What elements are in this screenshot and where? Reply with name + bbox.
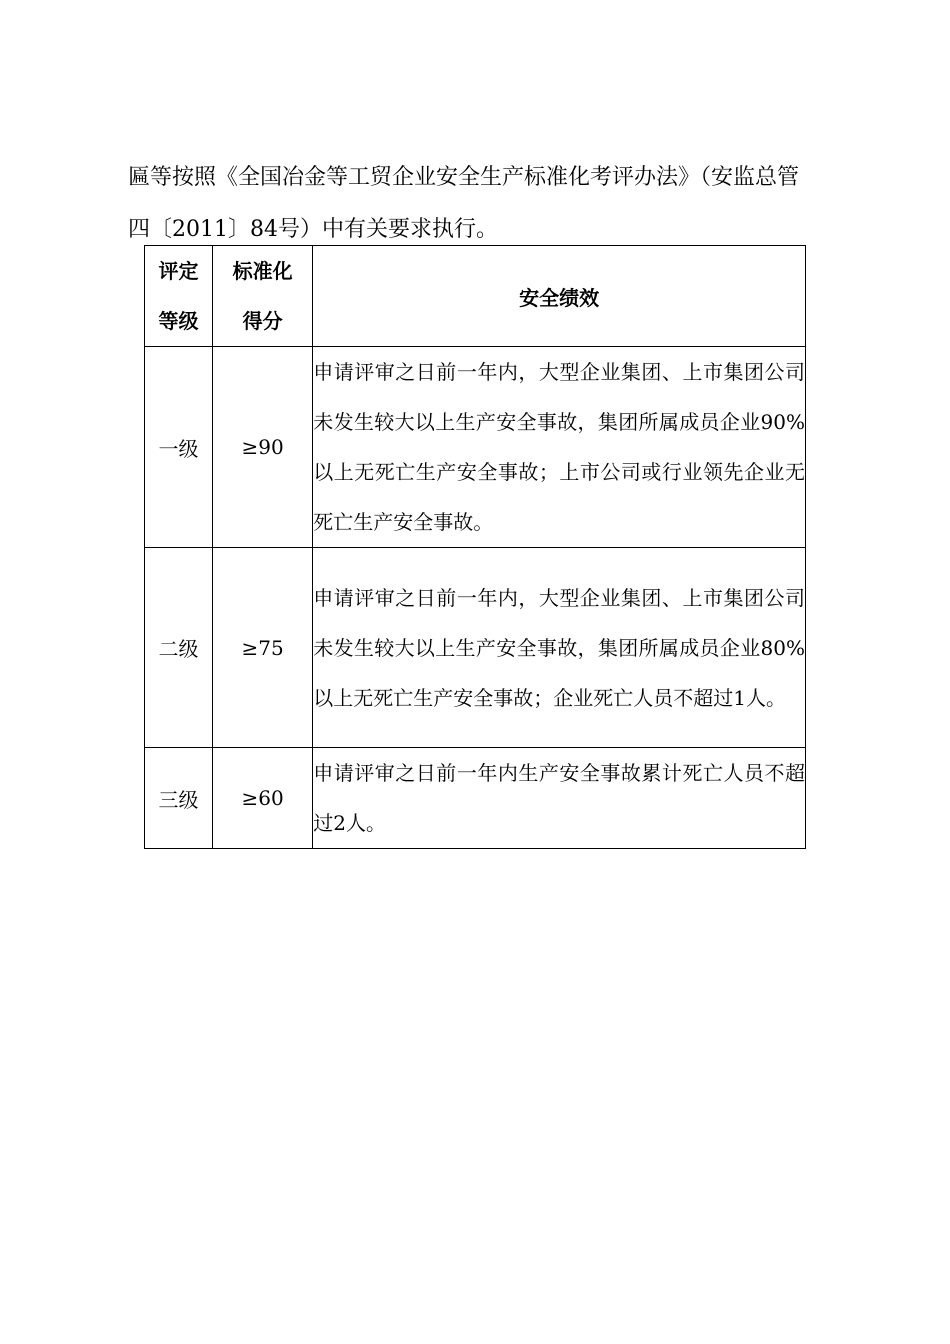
- table-row: [145, 347, 806, 548]
- table-header-row: [145, 246, 806, 347]
- header-score-line-2: 得分: [242, 309, 283, 333]
- table-row: [145, 748, 806, 849]
- intro-paragraph: [128, 152, 828, 256]
- cell-score: ≥90: [213, 347, 313, 548]
- header-level-line-1: 评定: [158, 259, 199, 283]
- header-level: [145, 246, 213, 347]
- cell-performance: 申请评审之日前一年内生产安全事故累计死亡人员不超过2人。: [313, 748, 806, 849]
- header-score: [213, 246, 313, 347]
- header-performance: 安全绩效: [313, 246, 806, 347]
- cell-score: ≥75: [213, 548, 313, 748]
- cell-level: 三级: [145, 748, 213, 849]
- cell-level: 二级: [145, 548, 213, 748]
- intro-line-1: 匾等按照《全国冶金等工贸企业安全生产标准化考评办法》（安监总管: [128, 165, 800, 190]
- header-score-line-1: 标准化: [232, 259, 293, 283]
- cell-level: 一级: [145, 347, 213, 548]
- table-row: [145, 548, 806, 748]
- header-level-line-2: 等级: [158, 309, 199, 333]
- intro-line-2: 四〔2011〕84号）中有关要求执行。: [128, 217, 498, 242]
- cell-performance: 申请评审之日前一年内，大型企业集团、上市集团公司未发生较大以上生产安全事故，集团所属成员企业80%以上无死亡生产安全事故；企业死亡人员不超过1人。: [313, 548, 806, 748]
- cell-performance: 申请评审之日前一年内，大型企业集团、上市集团公司未发生较大以上生产安全事故，集团所属成员企业90%以上无死亡生产安全事故；上市公司或行业领先企业无死亡生产安全事故。: [313, 347, 806, 548]
- grade-table: [144, 245, 806, 849]
- cell-score: ≥60: [213, 748, 313, 849]
